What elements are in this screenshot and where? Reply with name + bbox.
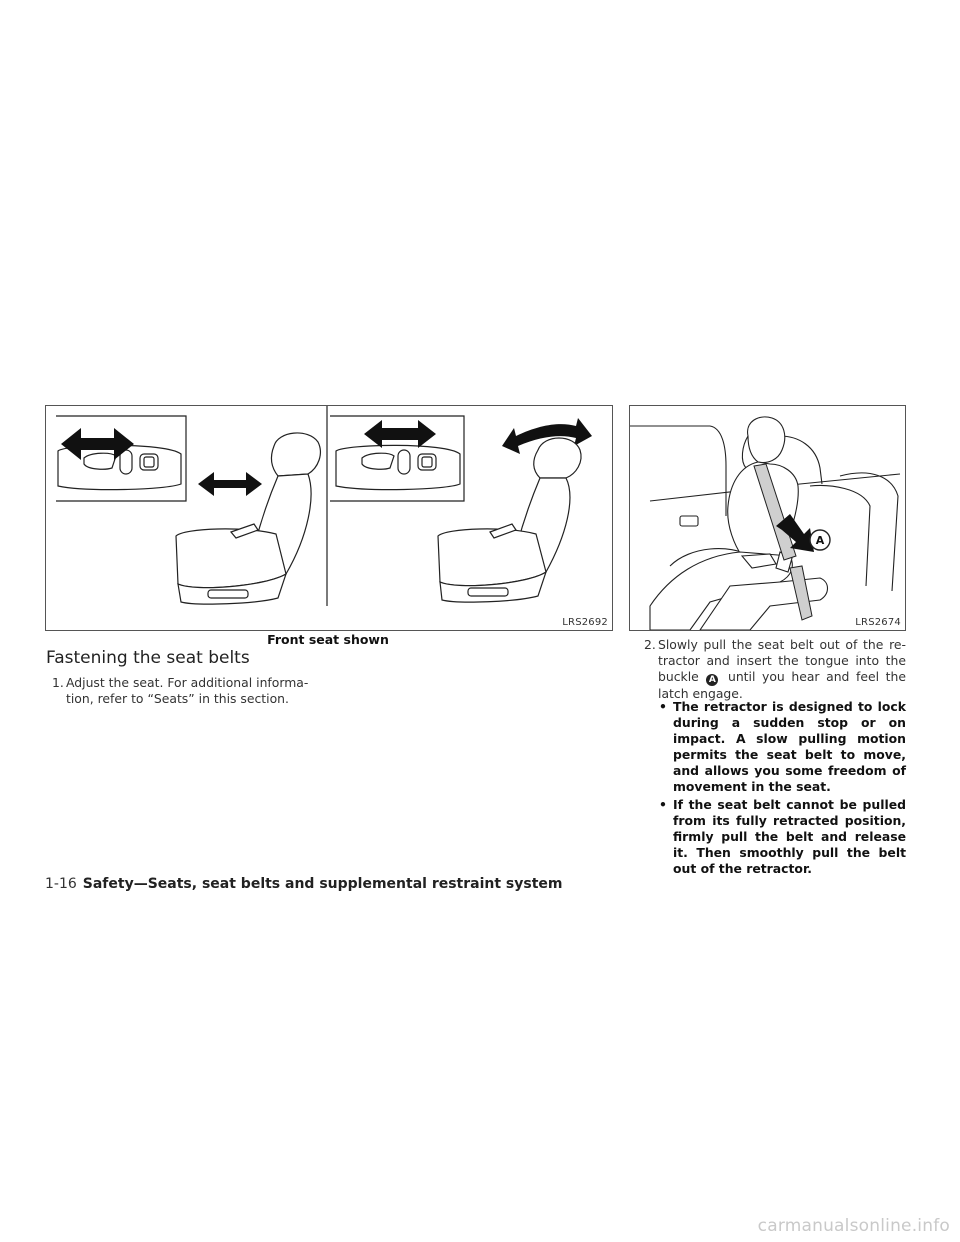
bullet-text: The retractor is designed to lock during a sudden stop or on impact. A slow pulling motion permits the seat belt to move, and allows you some freedom of movement in the seat. — [673, 699, 906, 794]
figure-caption: Front seat shown — [267, 632, 389, 647]
step-number: 2. — [644, 637, 656, 652]
seat-belt-illustration — [630, 406, 905, 630]
figure-code-right: LRS2674 — [855, 617, 901, 628]
chapter-title: Safety—Seats, seat belts and supplemental restraint system — [82, 876, 563, 892]
fore-aft-arrow-icon — [198, 472, 262, 496]
step-number: 1. — [52, 675, 64, 690]
callout-a-marker: A — [706, 674, 718, 686]
section-title: Fastening the seat belts — [46, 648, 250, 668]
seat-adjustment-illustration — [46, 406, 612, 630]
step-2 — [644, 637, 906, 702]
warning-bullet-2 — [659, 797, 906, 877]
callout-a — [810, 530, 830, 550]
seat-adjustment-figure — [45, 405, 613, 631]
watermark: carmanualsonline.info — [757, 1216, 950, 1236]
bullet-dot: • — [659, 797, 667, 812]
step-2-text-pre: Slowly pull the seat belt out of the re- tractor and insert the tongue into the buckle — [658, 637, 906, 684]
page-number: 1-16 — [45, 876, 77, 892]
step-2-text-post: until you hear and feel the latch engage. — [658, 669, 906, 701]
page-footer — [45, 876, 563, 892]
step-1-line-1: Adjust the seat. For additional informa- — [66, 675, 309, 690]
step-1 — [52, 675, 332, 707]
warning-bullet-1 — [659, 699, 906, 795]
seat-illustration-1 — [176, 433, 320, 604]
seat-belt-figure — [629, 405, 906, 631]
step-1-line-2: tion, refer to “Seats” in this section. — [66, 691, 289, 706]
bullet-dot: • — [659, 699, 667, 714]
seat-switch-inset-1 — [56, 416, 186, 501]
arrow-left-right-icon-2 — [364, 420, 436, 448]
figure-code: LRS2692 — [562, 617, 608, 628]
bullet-text: If the seat belt cannot be pulled from its fully retracted position, firmly pull the belt and release it. Then smoothly pull the belt out of the retractor. — [673, 797, 906, 876]
callout-a-label: A — [815, 534, 825, 547]
